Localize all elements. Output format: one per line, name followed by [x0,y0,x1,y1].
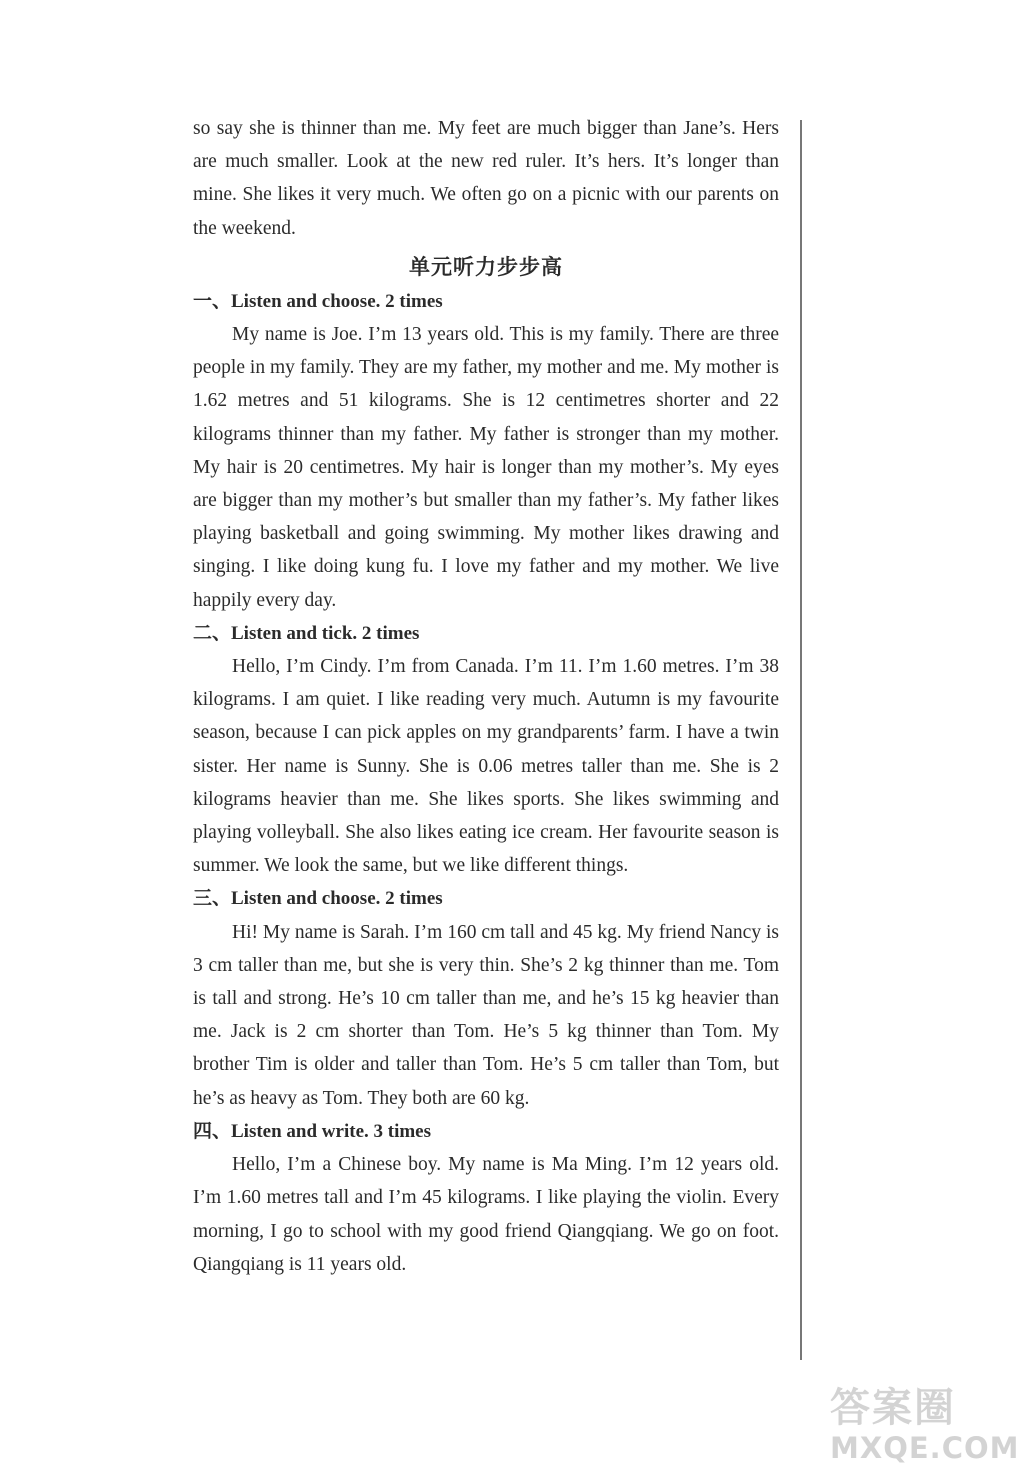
watermark-bottom-text: MXQE.COM [830,1431,1020,1465]
watermark-top-text: 答案圈 [830,1385,956,1431]
intro-paragraph: so say she is thinner than me. My feet are much bigger than Jane’s. Hers are much smaller. Look at the new red ruler. It’s hers. It’s longer than mine. She likes it very much. We often go on a picnic with our parents on the weekend. [193,118,779,239]
section-text-3: Hi! My name is Sarah. I’m 160 cm tall and 45 kg. My friend Nancy is 3 cm taller than me, but she is very thin. She’s 2 kg thinner than me. Tom is tall and strong. He’s 10 cm taller than me, and he’s 15 kg heavier than me. Jack is 2 cm shorter than Tom. He’s 5 kg thinner than Tom. My brother Tim is older and taller than Tom. He’s 5 cm taller than Tom, but he’s as heavy as Tom. They both are 60 kg. [193,921,779,1109]
section-text-4: Hello, I’m a Chinese boy. My name is Ma Ming. I’m 12 years old. I’m 1.60 metres tall and I’m 45 kilograms. I like playing the violin. Every morning, I go to school with my good friend Qiangqiang. We go on foot. Qiangqiang is 11 years old. [193,1154,779,1275]
watermark-logo [830,1385,1020,1471]
section-heading-2: 二、Listen and tick. 2 times [193,622,420,644]
section-text-1: My name is Joe. I’m 13 years old. This is my family. There are three people in my family. They are my father, my mother and me. My mother is 1.62 metres and 51 kilograms. She is 12 centimetres shorter and 22 kilograms thinner than my father. My father is stronger than my mother. My hair is 20 centimetres. My hair is longer than my mother’s. My eyes are bigger than my mother’s but smaller than my father’s. My father likes playing basketball and going swimming. My mother likes drawing and singing. I like doing kung fu. I love my father and my mother. We live happily every day. [193,324,779,611]
section-heading-3: 三、Listen and choose. 2 times [193,888,443,910]
section-text-2: Hello, I’m Cindy. I’m from Canada. I’m 11. I’m 1.60 metres. I’m 38 kilograms. I am quiet. I like reading very much. Autumn is my favourite season, because I can pick apples on my grandparents’ farm. I have a twin sister. Her name is Sunny. She is 0.06 metres taller than me. She is 2 kilograms heavier than me. She likes sports. She likes swimming and playing volleyball. She also likes eating ice cream. Her favourite season is summer. We look the same, but we like different things. [193,656,779,877]
margin-rule [800,120,802,1360]
document-page [193,112,779,1281]
section-heading-4: 四、Listen and write. 3 times [193,1120,432,1142]
section-heading-1: 一、Listen and choose. 2 times [193,290,443,312]
unit-title: 单元听力步步高 [409,254,563,279]
